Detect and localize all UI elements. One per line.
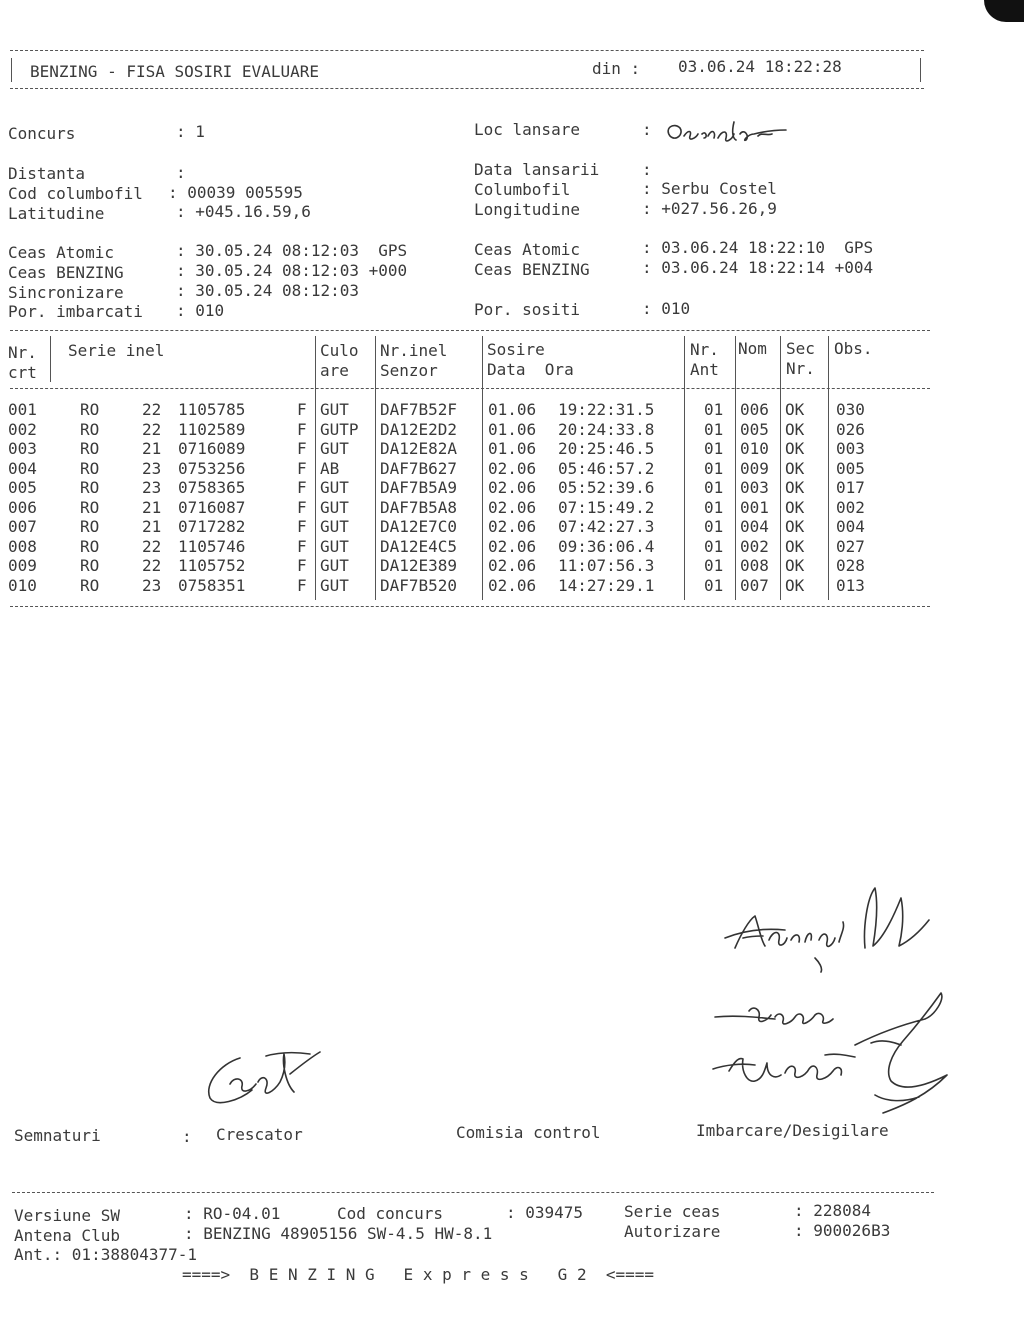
col-header-nr-ant: Nr.	[690, 340, 719, 359]
cell-ora: 07:42:27.3	[558, 517, 655, 537]
cell-data: 02.06	[488, 497, 537, 517]
cod-columbofil-value: : 00039 005595	[168, 183, 303, 202]
cell-inel: 1105746	[178, 536, 246, 556]
semnaturi-colon: :	[182, 1127, 192, 1146]
col-sep	[50, 336, 51, 382]
cell-data: 02.06	[488, 517, 537, 537]
cell-sex: F	[297, 536, 307, 556]
distanta-label: Distanta	[8, 164, 86, 183]
cell-nr: 009	[8, 556, 37, 576]
cell-tara: RO	[80, 439, 100, 459]
table-header-rule	[10, 388, 930, 389]
cell-obs: 003	[836, 439, 865, 459]
cell-data: 02.06	[488, 478, 537, 498]
versiune-value: : RO-04.01	[184, 1204, 281, 1223]
cell-culoare: GUT	[320, 575, 349, 595]
footer-rule	[12, 1192, 934, 1193]
sincronizare-label: Sincronizare	[8, 283, 124, 302]
cell-sec: OK	[785, 536, 805, 556]
cell-sex: F	[297, 439, 307, 459]
date-label: din :	[592, 59, 641, 78]
cell-obs: 030	[836, 400, 865, 419]
cell-inel: 0717282	[178, 517, 246, 537]
cell-ant: 01	[704, 478, 724, 498]
cell-senzor: DA12E4C5	[380, 536, 458, 556]
cell-ora: 14:27:29.1	[558, 575, 655, 595]
cell-nom: 002	[740, 536, 769, 556]
cell-sec: OK	[785, 400, 805, 419]
cell-nr: 006	[8, 497, 37, 517]
cell-culoare: GUT	[320, 400, 349, 419]
cell-an: 23	[142, 575, 162, 595]
col-sep	[315, 336, 316, 600]
por-imbarcati-label: Por. imbarcati	[8, 302, 143, 321]
cell-culoare: GUT	[320, 497, 349, 517]
col-sep	[780, 336, 781, 600]
cell-nr: 005	[8, 478, 37, 498]
cell-culoare: GUTP	[320, 419, 359, 439]
loc-lansare-value: Ograda	[662, 114, 666, 115]
cell-sex: F	[297, 478, 307, 498]
cell-sec: OK	[785, 419, 805, 439]
col-header-nrinel: Nr.inel	[380, 341, 448, 360]
ceas-benzing-value: : 30.05.24 08:12:03 +000	[176, 261, 408, 280]
col-header-sec-nr: Nr.	[786, 359, 815, 378]
cell-inel: 1105752	[178, 556, 246, 576]
col-sep	[375, 336, 376, 600]
report-title: BENZING - FISA SOSIRI EVALUARE	[30, 62, 319, 81]
cell-tara: RO	[80, 575, 100, 595]
col-header-ant: Ant	[690, 360, 719, 379]
cell-tara: RO	[80, 458, 100, 478]
autorizare-label: Autorizare	[624, 1222, 721, 1241]
cell-obs: 028	[836, 556, 865, 576]
cell-culoare: GUT	[320, 439, 349, 459]
cell-senzor: DAF7B520	[380, 575, 458, 595]
cell-ant: 01	[704, 536, 724, 556]
cell-ora: 05:52:39.6	[558, 478, 655, 498]
sincronizare-value: : 30.05.24 08:12:03	[176, 281, 360, 300]
col-header-data-ora: Data Ora	[487, 360, 574, 379]
header-bottom-rule	[10, 88, 924, 89]
cell-nr: 007	[8, 517, 37, 537]
data-lansarii-label: Data lansarii	[474, 160, 600, 179]
cell-sex: F	[297, 497, 307, 517]
cell-an: 21	[142, 517, 162, 537]
cell-sex: F	[297, 458, 307, 478]
ceas-benzing-r-value: : 03.06.24 18:22:14 +004	[642, 258, 874, 277]
cell-nom: 007	[740, 575, 769, 595]
cell-data: 01.06	[488, 439, 537, 459]
cell-nom: 009	[740, 458, 769, 478]
col-header-sosire: Sosire	[487, 340, 545, 359]
loc-lansare-sep: :	[642, 120, 652, 139]
col-header-serie: Serie inel	[68, 341, 165, 360]
col-header-sec: Sec	[786, 339, 815, 358]
distanta-value: :	[176, 163, 186, 182]
cell-tara: RO	[80, 497, 100, 517]
header-right-border	[920, 58, 921, 82]
cell-inel: 1105785	[178, 400, 246, 419]
cell-inel: 0753256	[178, 458, 246, 478]
cell-tara: RO	[80, 556, 100, 576]
cell-obs: 004	[836, 517, 865, 537]
cell-data: 02.06	[488, 556, 537, 576]
loc-lansare-handwritten	[662, 114, 822, 154]
cell-an: 23	[142, 458, 162, 478]
cell-culoare: GUT	[320, 478, 349, 498]
cod-columbofil-label: Cod columbofil	[8, 184, 143, 203]
col-sep	[684, 336, 685, 600]
col-sep	[482, 336, 483, 600]
cell-ora: 19:22:31.5	[558, 400, 655, 419]
cell-obs: 013	[836, 575, 865, 595]
cell-culoare: GUT	[320, 556, 349, 576]
cell-inel: 0716087	[178, 497, 246, 517]
cell-an: 22	[142, 556, 162, 576]
cell-senzor: DAF7B5A8	[380, 497, 458, 517]
cell-an: 21	[142, 497, 162, 517]
cell-nom: 010	[740, 439, 769, 459]
cell-obs: 027	[836, 536, 865, 556]
cell-sex: F	[297, 419, 307, 439]
cell-inel: 0758351	[178, 575, 246, 595]
header-top-rule	[10, 50, 924, 51]
col-header-senzor: Senzor	[380, 361, 438, 380]
cell-nr: 008	[8, 536, 37, 556]
cell-an: 21	[142, 439, 162, 459]
cell-nr: 001	[8, 400, 37, 419]
columbofil-value: : Serbu Costel	[642, 179, 777, 198]
antena-value: : BENZING 48905156 SW-4.5 HW-8.1	[184, 1224, 493, 1243]
scan-corner-mark	[984, 0, 1024, 22]
table-top-rule	[10, 330, 930, 331]
cell-sex: F	[297, 517, 307, 537]
col-header-obs: Obs.	[834, 339, 873, 358]
cell-ant: 01	[704, 497, 724, 517]
serie-ceas-value: : 228084	[794, 1201, 872, 1220]
ceas-benzing-r-label: Ceas BENZING	[474, 260, 590, 279]
latitudine-label: Latitudine	[8, 204, 105, 223]
cell-an: 22	[142, 419, 162, 439]
cell-data: 02.06	[488, 575, 537, 595]
cell-ant: 01	[704, 458, 724, 478]
cell-sec: OK	[785, 517, 805, 537]
ant-line: Ant.: 01:38804377-1	[14, 1245, 198, 1264]
cell-senzor: DA12E7C0	[380, 517, 458, 537]
cell-data: 01.06	[488, 400, 537, 419]
cell-data: 01.06	[488, 419, 537, 439]
cell-obs: 002	[836, 497, 865, 517]
cell-ora: 07:15:49.2	[558, 497, 655, 517]
col-header-nr: Nr.	[8, 343, 37, 362]
cell-inel: 0758365	[178, 478, 246, 498]
latitudine-value: : +045.16.59,6	[176, 202, 311, 221]
cell-ant: 01	[704, 556, 724, 576]
ceas-atomic-r-label: Ceas Atomic	[474, 240, 580, 259]
cell-senzor: DA12E2D2	[380, 419, 458, 439]
comisia-signature-2	[705, 985, 965, 1120]
cell-nr: 004	[8, 458, 37, 478]
cell-senzor: DAF7B52F	[380, 400, 458, 419]
cell-obs: 026	[836, 419, 865, 439]
cell-tara: RO	[80, 536, 100, 556]
imbarcare-label: Imbarcare/Desigilare	[696, 1121, 889, 1140]
col-sep	[735, 336, 736, 600]
comisia-label: Comisia control	[456, 1123, 601, 1142]
cell-inel: 0716089	[178, 439, 246, 459]
cell-data: 02.06	[488, 458, 537, 478]
data-lansarii-value: :	[642, 160, 652, 179]
cell-tara: RO	[80, 517, 100, 537]
cell-ora: 11:07:56.3	[558, 556, 655, 576]
longitudine-label: Longitudine	[474, 200, 580, 219]
ceas-atomic-label: Ceas Atomic	[8, 243, 114, 262]
crescator-signature	[200, 1044, 330, 1124]
report-date: 03.06.24 18:22:28	[678, 57, 842, 76]
antena-label: Antena Club	[14, 1226, 120, 1245]
cell-ant: 01	[704, 419, 724, 439]
cell-sec: OK	[785, 497, 805, 517]
col-header-nom: Nom	[738, 339, 767, 358]
cell-ant: 01	[704, 517, 724, 537]
cell-culoare: AB	[320, 458, 340, 478]
cell-sex: F	[297, 556, 307, 576]
cell-ant: 01	[704, 439, 724, 459]
col-header-crt: crt	[8, 363, 37, 382]
cell-nom: 001	[740, 497, 769, 517]
cell-nr: 010	[8, 575, 37, 595]
cell-ant: 01	[704, 400, 724, 419]
col-sep	[828, 336, 829, 600]
cell-sec: OK	[785, 556, 805, 576]
cell-obs: 005	[836, 458, 865, 478]
cell-senzor: DAF7B5A9	[380, 478, 458, 498]
cell-ora: 20:25:46.5	[558, 439, 655, 459]
cell-nom: 004	[740, 517, 769, 537]
cell-senzor: DA12E82A	[380, 439, 458, 459]
col-header-are: are	[320, 361, 349, 380]
cell-sec: OK	[785, 458, 805, 478]
cell-sec: OK	[785, 439, 805, 459]
loc-lansare-label: Loc lansare	[474, 120, 580, 139]
cell-nr: 002	[8, 419, 37, 439]
col-header-culo: Culo	[320, 341, 359, 360]
ceas-benzing-label: Ceas BENZING	[8, 263, 124, 282]
longitudine-value: : +027.56.26,9	[642, 199, 777, 218]
semnaturi-label: Semnaturi	[14, 1126, 101, 1145]
cell-ora: 09:36:06.4	[558, 536, 655, 556]
cell-inel: 1102589	[178, 419, 246, 439]
por-sositi-value: : 010	[642, 299, 691, 318]
cell-culoare: GUT	[320, 517, 349, 537]
cell-data: 02.06	[488, 536, 537, 556]
autorizare-value: : 900026B3	[794, 1221, 891, 1240]
cell-an: 22	[142, 400, 162, 419]
benzing-banner: ====> B E N Z I N G E x p r e s s G 2 <====	[182, 1265, 655, 1284]
cell-nr: 003	[8, 439, 37, 459]
ceas-atomic-r-value: : 03.06.24 18:22:10 GPS	[642, 238, 874, 257]
cell-senzor: DAF7B627	[380, 458, 458, 478]
header-left-border	[11, 58, 12, 82]
cell-sex: F	[297, 575, 307, 595]
cell-senzor: DA12E389	[380, 556, 458, 576]
cod-concurs-value: : 039475	[506, 1203, 584, 1222]
cell-tara: RO	[80, 400, 100, 419]
cell-nom: 008	[740, 556, 769, 576]
cell-nom: 005	[740, 419, 769, 439]
cell-ora: 05:46:57.2	[558, 458, 655, 478]
cell-sex: F	[297, 400, 307, 419]
cell-an: 23	[142, 478, 162, 498]
cell-an: 22	[142, 536, 162, 556]
cell-ora: 20:24:33.8	[558, 419, 655, 439]
por-imbarcati-value: : 010	[176, 301, 225, 320]
concurs-label: Concurs	[8, 124, 76, 143]
cell-sec: OK	[785, 575, 805, 595]
por-sositi-label: Por. sositi	[474, 300, 580, 319]
cell-tara: RO	[80, 419, 100, 439]
cell-obs: 017	[836, 478, 865, 498]
cell-ant: 01	[704, 575, 724, 595]
cell-nom: 006	[740, 400, 769, 419]
cell-tara: RO	[80, 478, 100, 498]
versiune-label: Versiune SW	[14, 1206, 120, 1225]
table-bottom-rule	[10, 606, 930, 607]
ceas-atomic-value: : 30.05.24 08:12:03 GPS	[176, 241, 408, 260]
cell-sec: OK	[785, 478, 805, 498]
serie-ceas-label: Serie ceas	[624, 1202, 721, 1221]
cell-nom: 003	[740, 478, 769, 498]
cell-culoare: GUT	[320, 536, 349, 556]
crescator-label: Crescator	[216, 1125, 303, 1144]
cod-concurs-label: Cod concurs	[337, 1204, 443, 1223]
concurs-value: : 1	[176, 122, 205, 141]
comisia-signature-1	[715, 868, 945, 978]
columbofil-label: Columbofil	[474, 180, 571, 199]
